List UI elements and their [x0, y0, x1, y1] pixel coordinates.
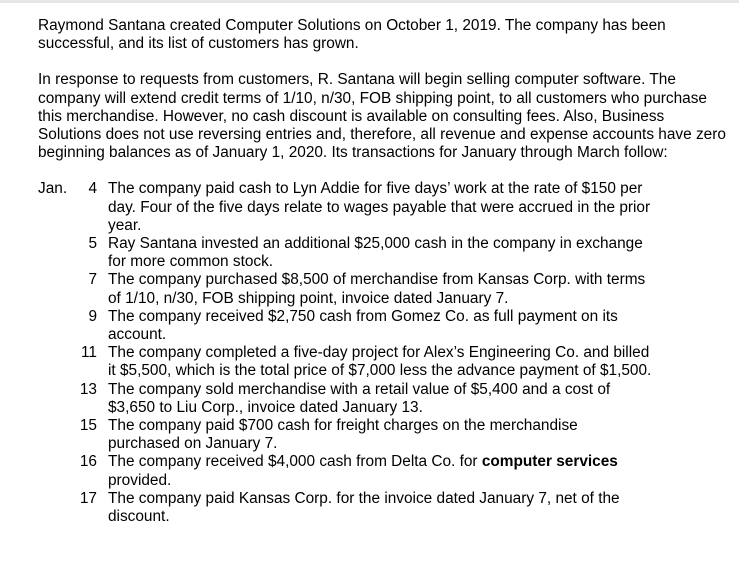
problem-text	[38, 17, 728, 526]
transaction-day: 9	[88, 307, 97, 325]
transaction-day: 17	[79, 489, 97, 507]
transaction-emphasis: computer services	[481, 453, 618, 471]
transaction-day: 7	[88, 271, 97, 289]
transaction-item	[38, 271, 728, 307]
transaction-item	[38, 381, 728, 417]
transaction-day: 13	[79, 380, 97, 398]
transaction-description: The company paid $700 cash for freight charges on the merchandise purchased on January 7.	[108, 417, 578, 453]
intro-paragraph-2: In response to requests from customers, R. Santana will begin selling computer software. The company will extend credit terms of 1/10, n/30, FOB shipping point, to all customers who purchase this merchandise. However, no cash discount is available on consulting fees. Also, Business Solutions does not use reversing entries and, therefore, all revenue and expense accounts have zero beginning balances as of January 1, 2020. Its transactions for January through March follow:	[38, 71, 726, 162]
transaction-description: The company paid Kansas Corp. for the invoice dated January 7, net of the discount.	[108, 489, 620, 526]
transaction-description: Ray Santana invested an additional $25,000 cash in the company in exchange for more common stock.	[108, 235, 643, 271]
transaction-description: The company purchased $8,500 of merchandise from Kansas Corp. with terms of 1/10, n/30, FOB shipping point, invoice dated January 7.	[108, 271, 646, 307]
transaction-description: The company received $2,750 cash from Gomez Co. as full payment on its account.	[108, 307, 618, 344]
top-border	[0, 0, 739, 3]
transaction-day: 16	[79, 453, 97, 471]
intro-paragraph-1: Raymond Santana created Computer Solutions on October 1, 2019. The company has been successful, and its list of customers has grown.	[38, 17, 666, 53]
transaction-item	[38, 344, 728, 380]
transaction-description: The company sold merchandise with a retail value of $5,400 and a cost of $3,650 to Liu Corp., invoice dated January 13.	[108, 380, 611, 416]
transaction-text-before: The company received $4,000 cash from Delta Co. for	[108, 453, 482, 471]
transaction-list	[38, 180, 728, 526]
transaction-day: 11	[81, 344, 97, 362]
transaction-day: 4	[88, 180, 97, 198]
transaction-day: 5	[88, 235, 97, 253]
transaction-month: Jan.	[38, 180, 68, 198]
transaction-item	[38, 308, 728, 344]
transaction-item	[38, 235, 728, 271]
transaction-item	[38, 417, 728, 453]
transaction-item	[38, 490, 728, 526]
transaction-description	[108, 453, 653, 489]
transaction-description: The company completed a five-day project for Alex’s Engineering Co. and billed it $5,500, which is the total price of $7,000 less the advance payment of $1,500.	[108, 344, 652, 380]
transaction-description: The company paid cash to Lyn Addie for five days’ work at the rate of $150 per day. Four of the five days relate to wages payable that were accrued in the prior year.	[108, 180, 651, 234]
transaction-item	[38, 453, 728, 489]
transaction-day: 15	[79, 417, 97, 435]
transaction-item	[38, 180, 728, 235]
transaction-text-after: provided.	[108, 471, 172, 489]
